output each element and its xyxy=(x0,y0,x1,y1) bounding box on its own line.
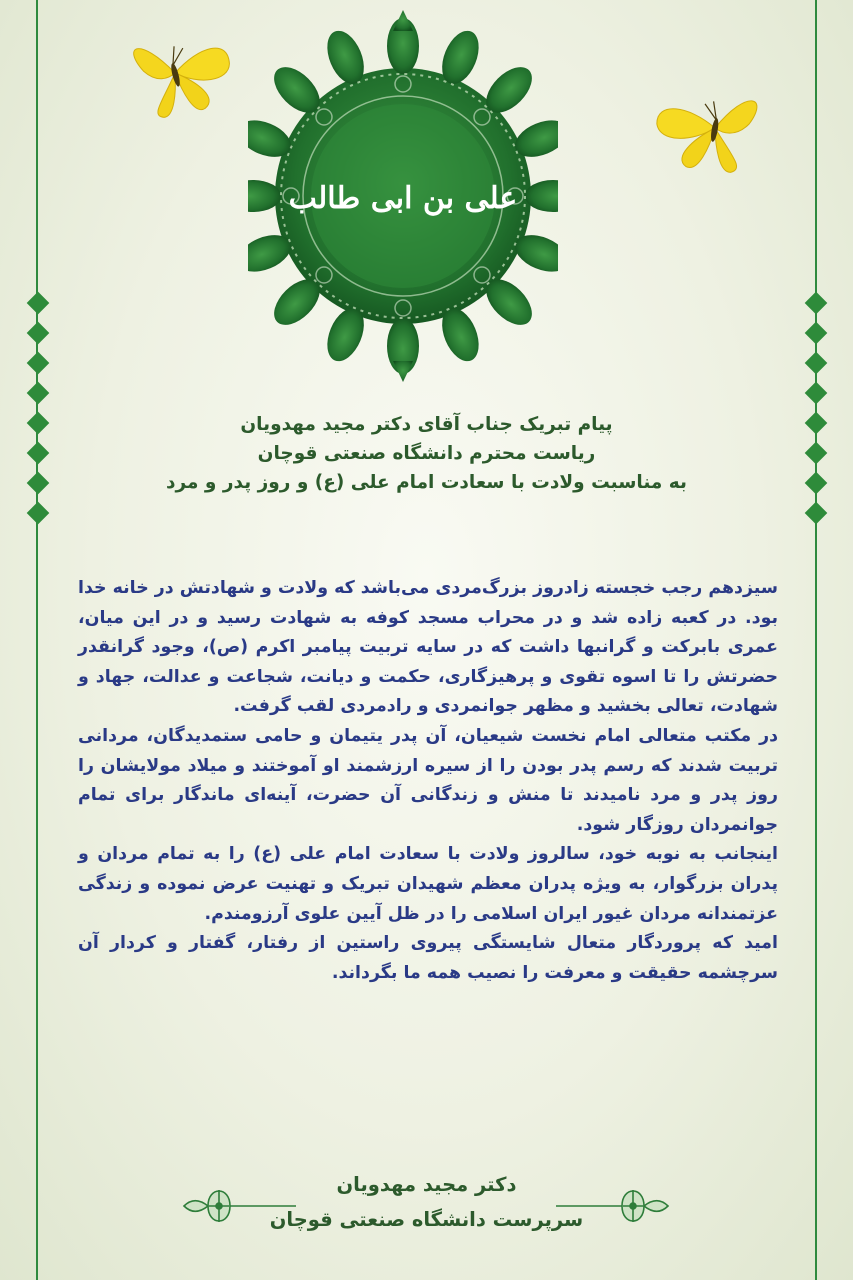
body-paragraph-3: اینجانب به نوبه خود، سالروز ولادت با سعادت امام علی (ع) را به تمام مردان و پدران بزرگوار، به ویژه پدران معظم شهیدان تبریک و تهنیت عرض نموده و زندگی عزتمندانه مردان غیور ایران اسلامی را در ظل آیین علوی آرزومندم. xyxy=(78,844,778,924)
butterfly-icon xyxy=(120,18,245,128)
left-diamond-ornament xyxy=(24,295,52,535)
header-line-3: به مناسبت ولادت با سعادت امام علی (ع) و روز پدر و مرد xyxy=(166,472,687,493)
header-line-1: پیام تبریک جناب آقای دکتر مجید مهدویان xyxy=(240,414,613,435)
header-line-2: ریاست محترم دانشگاه صنعتی قوچان xyxy=(257,443,596,464)
butterfly-icon xyxy=(645,70,775,185)
message-body xyxy=(78,574,778,988)
calligraphy-medallion xyxy=(248,10,558,382)
right-diamond-ornament xyxy=(802,295,830,535)
body-paragraph-1: سیزدهم رجب خجسته زادروز بزرگ‌مردی می‌باشد که ولادت و شهادتش در خانه خدا بود. در کعبه زاده شد و در محراب مسجد کوفه به شهادت رسید و در این میان، عمری بابرکت و گرانبها داشت که در سایه تربیت پیامبر اکرم (ص)، وجود گرانقدر حضرتش را تا اسوه تقوی و پرهیزگاری، حکمت و دیانت، شجاعت و عدالت، جهاد و شهادت، تعالی بخشید و مظهر جوانمردی و رادمردی لقب گرفت. xyxy=(78,578,778,717)
signature-title: سرپرست دانشگاه صنعتی قوچان xyxy=(269,1208,584,1231)
body-paragraph-4: امید که پروردگار متعال شایستگی پیروی راستین از رفتار، گفتار و کردار آن سرچشمه حقیقت و معرفت را نصیب همه ما بگرداند. xyxy=(78,933,778,983)
message-header xyxy=(90,410,763,497)
signature-block xyxy=(200,1167,653,1237)
left-border-line xyxy=(36,0,38,1280)
calligraphy-text: علی بن ابی طالب xyxy=(288,181,518,216)
signature-name: دکتر مجید مهدویان xyxy=(336,1173,517,1196)
body-paragraph-2: در مکتب متعالی امام نخست شیعیان، آن پدر یتیمان و حامی ستمدیدگان، مردانی تربیت شدند که رسم پدر بودن را از سیره ارزشمند او آموختند و میلاد مولایشان را روز پدر و مرد نامیدند تا منش و زندگانی آن حضرت، آینه‌ای ماندگار برای تمام جوانمردان روزگار شود. xyxy=(78,725,778,835)
right-border-line xyxy=(815,0,817,1280)
